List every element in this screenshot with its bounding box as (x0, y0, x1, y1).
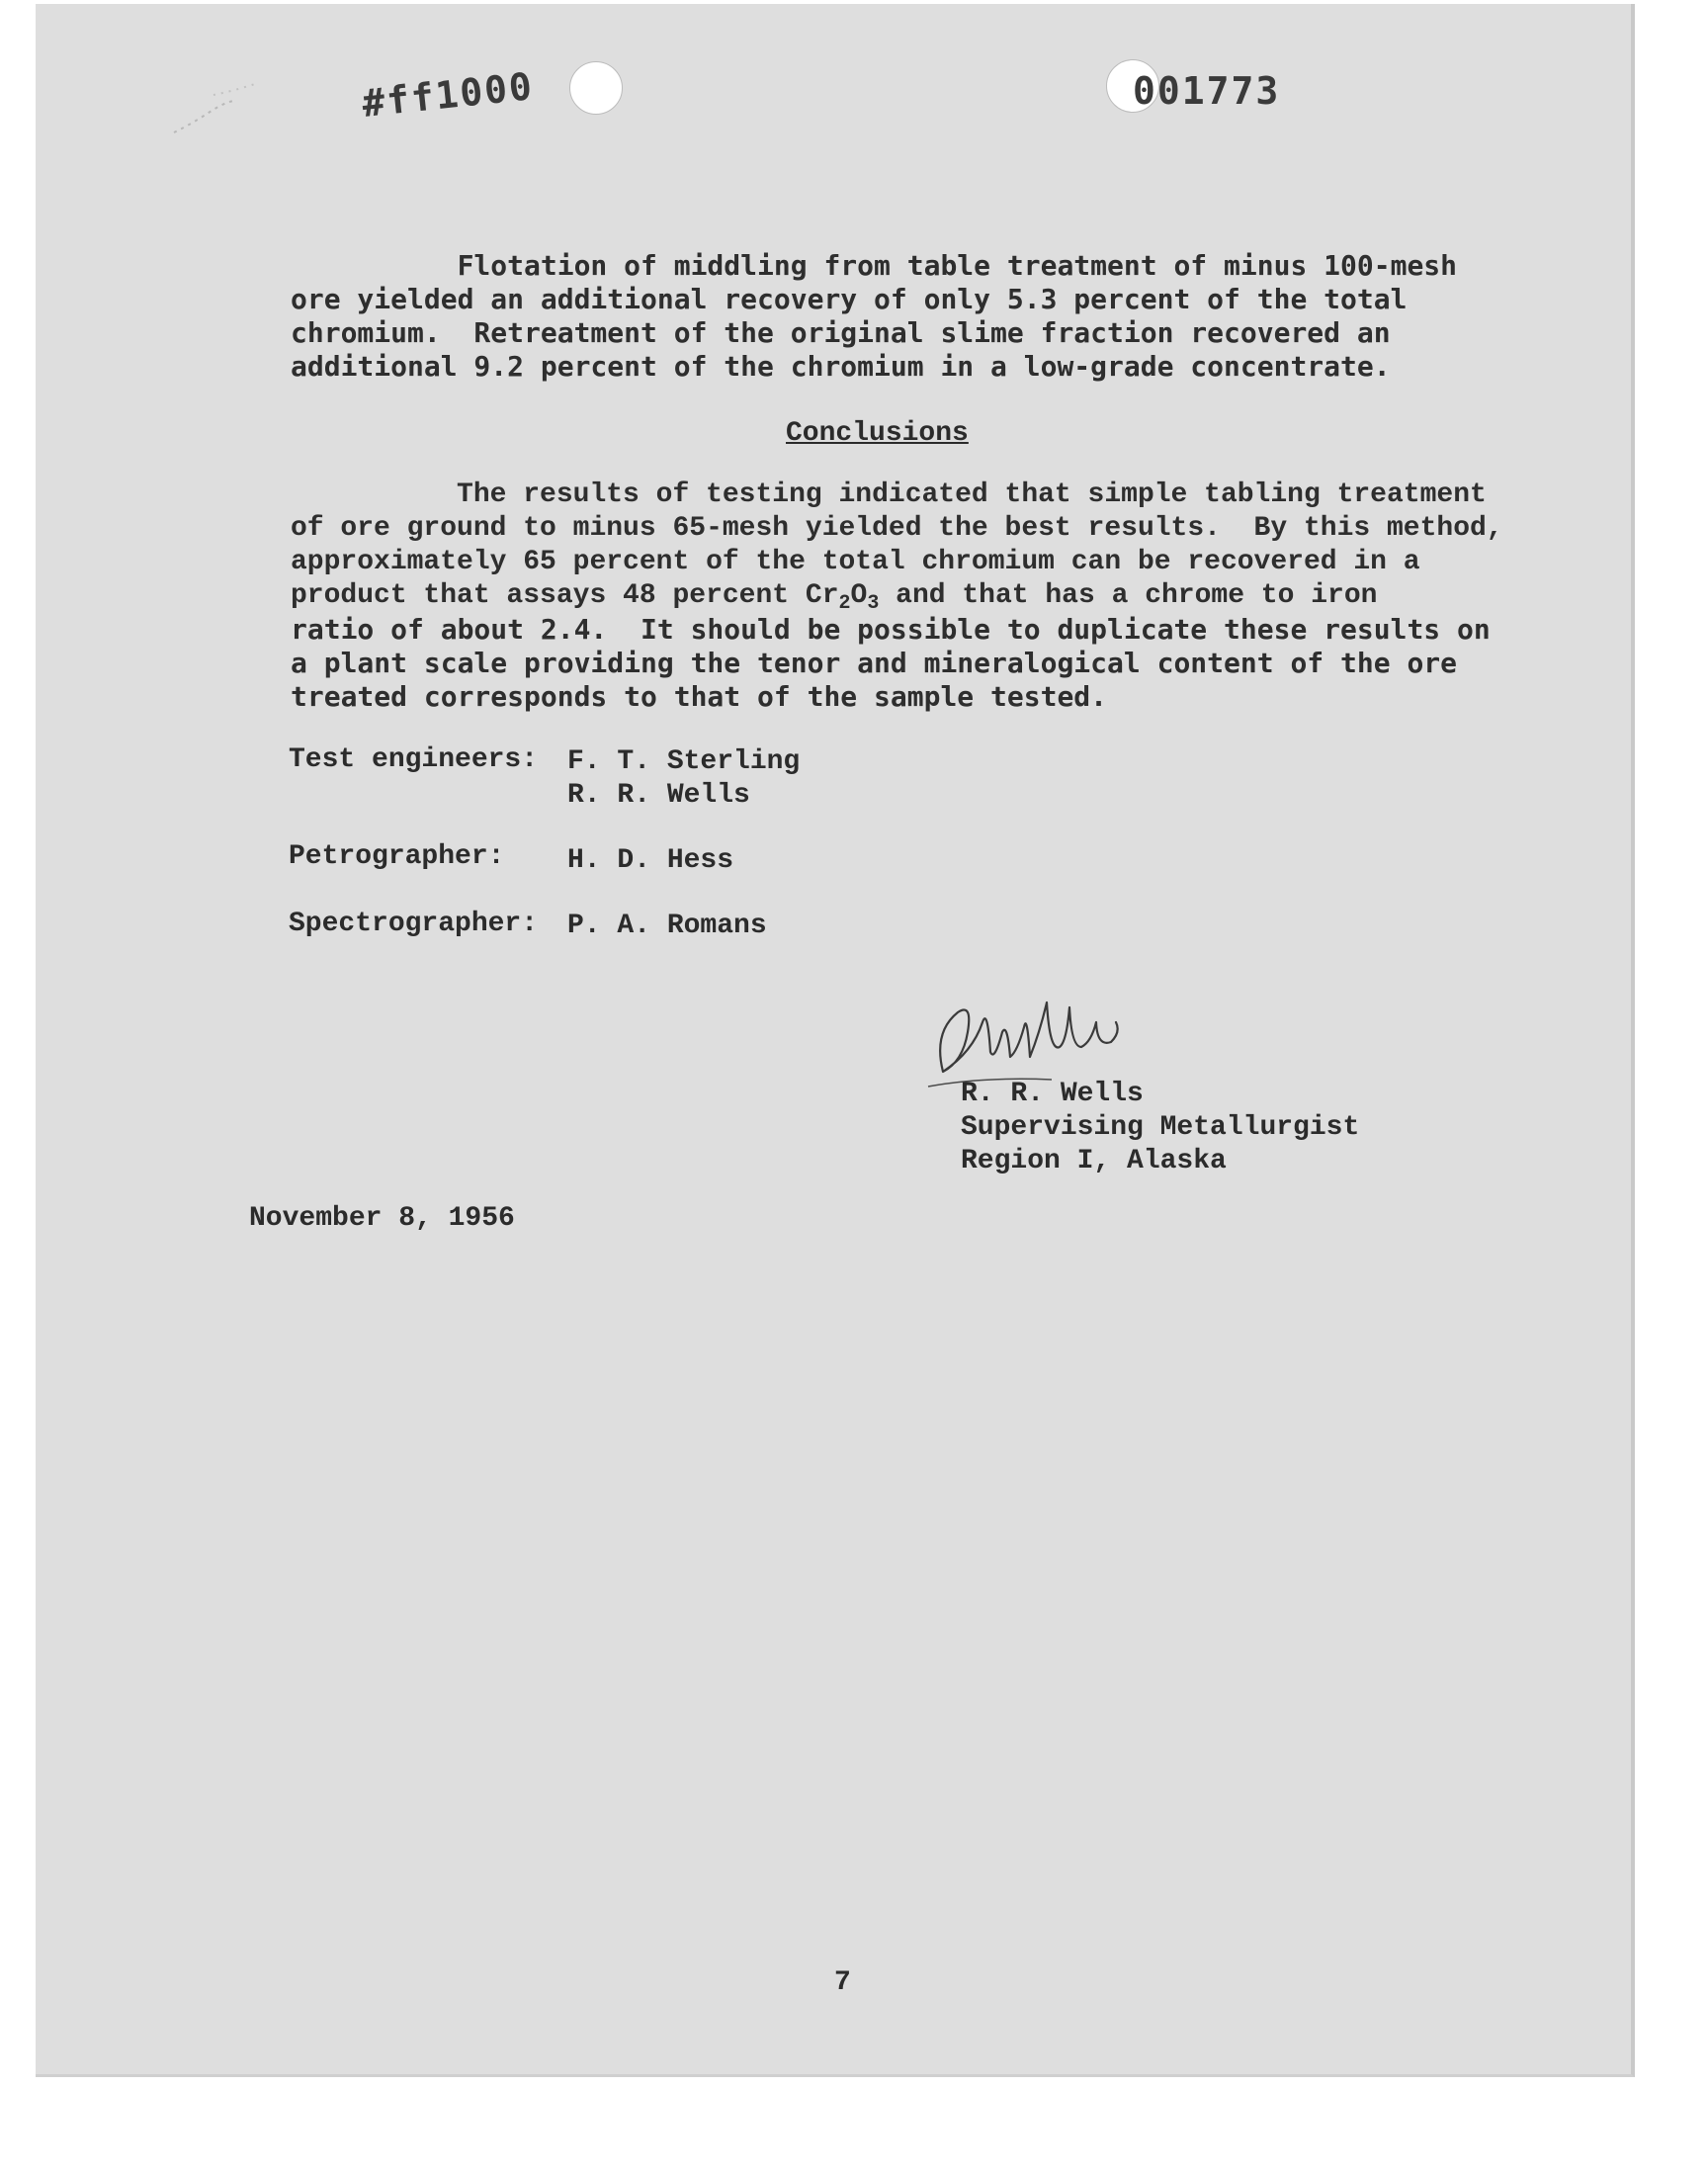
stamp-left: #ff1000 (360, 64, 536, 126)
signatory-region: Region I, Alaska (961, 1146, 1227, 1176)
punch-hole-left (569, 61, 623, 115)
credit-name-wells: R. R. Wells (567, 780, 750, 811)
conclusions-lines-rest: ratio of about 2.4. It should be possible to duplicate these results on a plant scale providing the tenor and mineralogical content of the ore treated corresponds to that of the sample tested. (291, 613, 1491, 713)
credit-name-sterling: F. T. Sterling (567, 746, 801, 777)
document-page (36, 4, 1635, 2077)
credit-label-petrographer: Petrographer: (289, 841, 505, 872)
stamp-right: 001773 (1133, 69, 1281, 113)
document-date: November 8, 1956 (249, 1203, 515, 1234)
credit-label-test-engineers: Test engineers: (289, 744, 539, 775)
smudge-mark (164, 73, 273, 142)
page-number: 7 (834, 1967, 851, 1998)
credit-name-hess: H. D. Hess (567, 845, 734, 876)
formula-text-c: and that has a chrome to iron (879, 580, 1378, 611)
conclusions-line: approximately 65 percent of the total chromium can be recovered in a (291, 547, 1420, 577)
conclusions-line-formula (291, 579, 1516, 613)
signatory-name: R. R. Wells (961, 1079, 1144, 1109)
formula-subscript-2: 2 (838, 592, 851, 615)
credit-label-spectrographer: Spectrographer: (289, 909, 539, 939)
section-heading-conclusions: Conclusions (786, 418, 969, 449)
formula-text-b: O (850, 580, 868, 611)
credit-name-romans: P. A. Romans (567, 911, 767, 941)
paragraph-flotation: Flotation of middling from table treatment of minus 100-mesh ore yielded an additional recovery of only 5.3 percent of the total chromium. Retreatment of the original slime fraction recovered an additional 9.2 percent of the chromium in a low-grade concentrate. (291, 249, 1458, 383)
signatory-title: Supervising Metallurgist (961, 1112, 1360, 1143)
formula-subscript-3: 3 (867, 592, 880, 615)
conclusions-line: of ore ground to minus 65-mesh yielded the best results. By this method, (291, 513, 1503, 544)
conclusions-line: The results of testing indicated that simple tabling treatment (291, 479, 1487, 510)
formula-text-a: product that assays 48 percent Cr (291, 580, 839, 611)
